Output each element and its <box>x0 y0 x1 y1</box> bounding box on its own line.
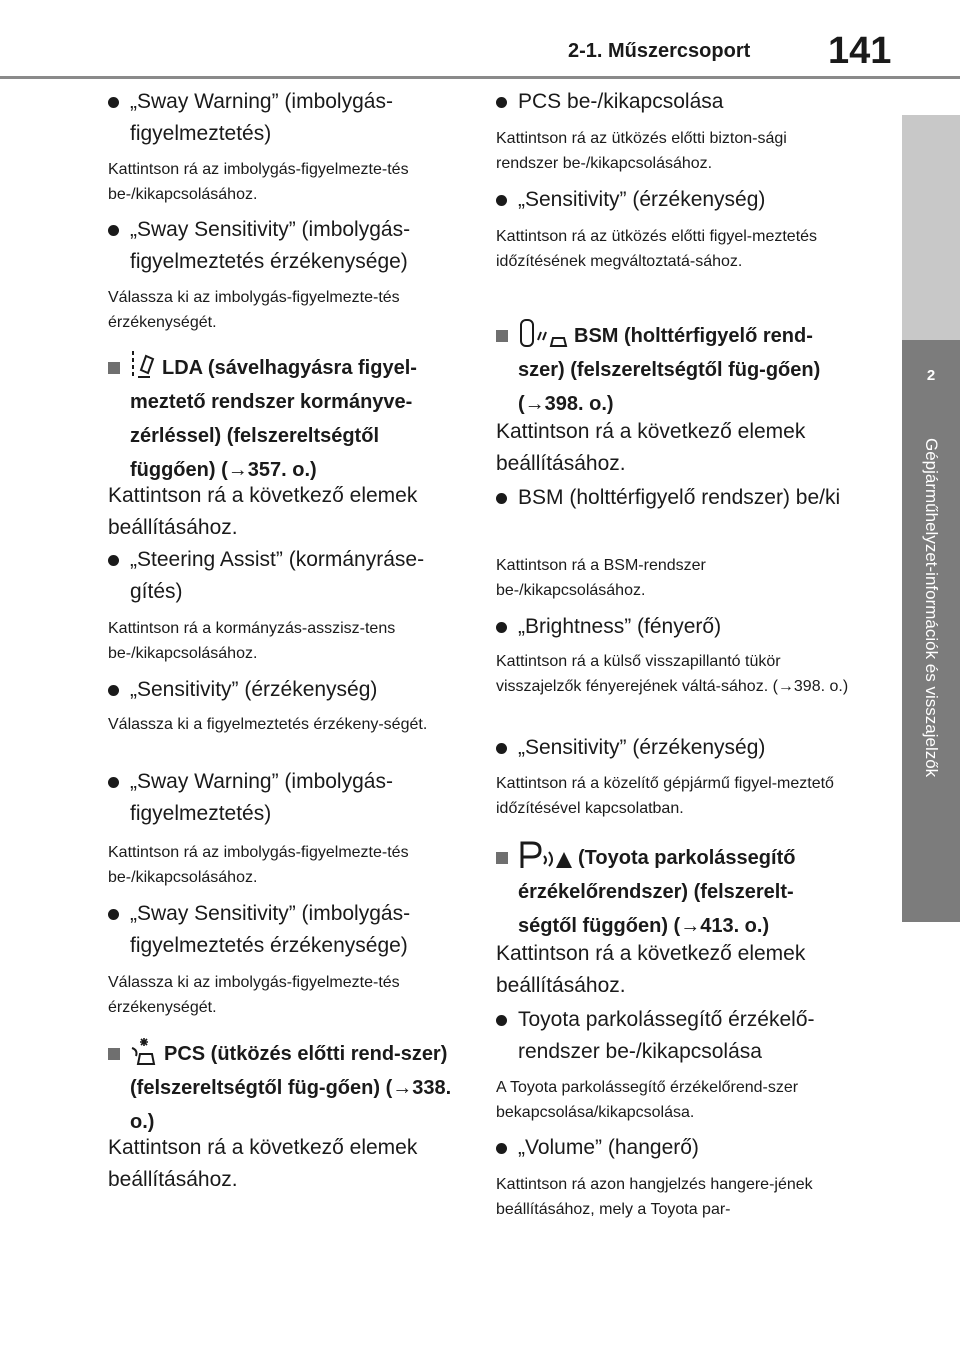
description: A Toyota parkolássegítő érzékelőrend-szer bekapcsolása/kikapcsolása. <box>496 1079 799 1121</box>
description: Válassza ki a figyelmeztetés érzékeny-ségét. <box>108 716 428 733</box>
bullet-item: Toyota parkolássegítő érzékelő-rendszer be-/kikapcsolása <box>496 1004 851 1068</box>
paragraph: Kattintson rá a következő elemek beállításához. <box>108 484 418 539</box>
bullet-item: „Volume” (hangerő) <box>496 1132 851 1164</box>
bullet-item: „Sensitivity” (érzékenység) <box>108 674 463 706</box>
chapter-number: 2 <box>926 367 936 384</box>
header-divider <box>0 76 960 79</box>
bullet-item: „Sway Sensitivity” (imbolygás-figyelmeztetés érzékenysége) <box>108 898 463 962</box>
parking-assist-icon <box>518 840 572 870</box>
description: Kattintson rá a kormányzás-asszisz-tens be-/kikapcsolásához. <box>108 620 396 662</box>
section-heading-bsm <box>496 318 851 421</box>
bullet-item: „Brightness” (fényerő) <box>496 611 851 643</box>
lane-departure-icon <box>130 350 156 380</box>
description: Kattintson rá a külső visszapillantó tükör visszajelzők fényerejének váltá-sához. (→398. o.) <box>496 653 849 695</box>
page-number: 141 <box>828 30 892 72</box>
description: Kattintson rá az imbolygás-figyelmezte-tés be-/kikapcsolásához. <box>108 161 409 203</box>
bullet-item: „Sway Warning” (imbolygás-figyelmeztetés) <box>108 86 463 150</box>
description: Kattintson rá az imbolygás-figyelmezte-tés be-/kikapcsolásához. <box>108 844 409 886</box>
description: Kattintson rá az ütközés előtti figyel-meztetés időzítésének megváltoztatá-sához. <box>496 228 818 270</box>
heading-text: PCS (ütközés előtti rend-szer) (felszereltségtől füg-gően) (→338. o.) <box>130 1043 452 1133</box>
bullet-item: „Sensitivity” (érzékenység) <box>496 732 851 764</box>
section-title: 2-1. Műszercsoport <box>568 40 751 62</box>
section-heading-pcs <box>108 1036 463 1139</box>
bullet-item: „Steering Assist” (kormányráse-gítés) <box>108 544 463 608</box>
bullet-item: „Sway Warning” (imbolygás-figyelmeztetés) <box>108 766 463 830</box>
bullet-item: PCS be-/kikapcsolása <box>496 86 851 118</box>
paragraph: Kattintson rá a következő elemek beállításához. <box>496 420 806 475</box>
heading-text: BSM (holttérfigyelő rend-szer) (felszereltségtől füg-gően) (→398. o.) <box>518 325 821 415</box>
bullet-item: BSM (holttérfigyelő rendszer) be/ki <box>496 482 851 514</box>
description: Válassza ki az imbolygás-figyelmezte-tés érzékenységét. <box>108 974 400 1016</box>
heading-text: (Toyota parkolássegítő érzékelőrendszer) (felszerelt-ségtől függően) (→413. o.) <box>518 847 796 937</box>
description: Kattintson rá azon hangjelzés hangere-jének beállításához, mely a Toyota par- <box>496 1176 813 1218</box>
description: Kattintson rá a BSM-rendszer be-/kikapcsolásához. <box>496 557 706 599</box>
pre-collision-icon <box>130 1036 158 1066</box>
description: Kattintson rá a közelítő gépjármű figyel-meztető időzítésével kapcsolatban. <box>496 775 834 817</box>
paragraph: Kattintson rá a következő elemek beállításához. <box>496 942 806 997</box>
description: Válassza ki az imbolygás-figyelmezte-tés érzékenységét. <box>108 289 400 331</box>
blind-spot-monitor-icon <box>518 318 568 348</box>
section-heading-parking <box>496 840 851 943</box>
paragraph: Kattintson rá a következő elemek beállításához. <box>108 1136 418 1191</box>
bullet-item: „Sensitivity” (érzékenység) <box>496 184 851 216</box>
bullet-item: „Sway Sensitivity” (imbolygás-figyelmeztetés érzékenysége) <box>108 214 463 278</box>
chapter-title: Gépjárműhelyzet-információk és visszajelzők <box>922 438 941 778</box>
side-tab-top <box>902 115 960 340</box>
description: Kattintson rá az ütközés előtti bizton-sági rendszer be-/kikapcsolásához. <box>496 130 787 172</box>
section-heading-lda <box>108 350 463 487</box>
heading-text: LDA (sávelhagyásra figyel-meztető rendszer kormányve-zérléssel) (felszereltségtől függően) (→357. o.) <box>130 357 417 481</box>
